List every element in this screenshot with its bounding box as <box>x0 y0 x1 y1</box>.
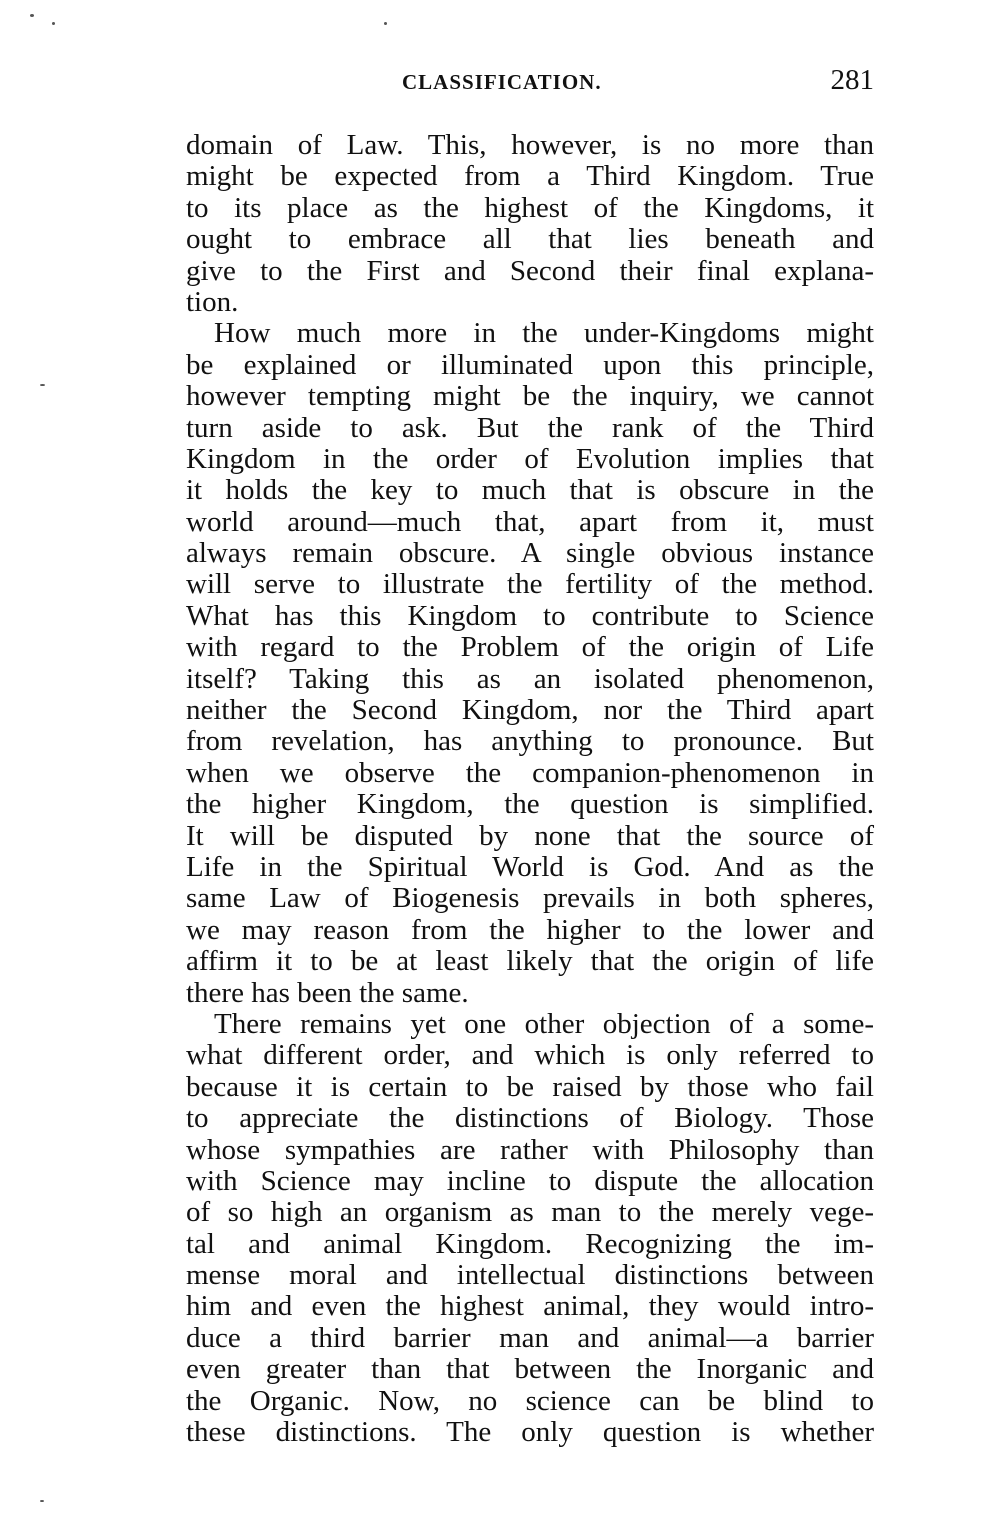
text-line: even greater than that between the Inorganic and <box>186 1353 874 1386</box>
scan-speck <box>52 22 55 25</box>
text-line: mense moral and intellectual distinctions between <box>186 1259 874 1292</box>
text-line: might be expected from a Third Kingdom. True <box>186 160 874 193</box>
text-line: will serve to illustrate the fertility of the method. <box>186 568 874 601</box>
text-line: whose sympathies are rather with Philosophy than <box>186 1133 874 1166</box>
text-line: same Law of Biogenesis prevails in both spheres, <box>186 882 874 915</box>
paragraph-1 <box>186 130 874 318</box>
text-line: when we observe the companion-phenomenon in <box>186 756 874 789</box>
text-line: duce a third barrier man and animal—a barrier <box>186 1321 874 1354</box>
text-line: because it is certain to be raised by those who fail <box>186 1070 874 1103</box>
text-line: him and even the highest animal, they would intro- <box>186 1290 874 1323</box>
text-line: however tempting might be the inquiry, we cannot <box>186 380 874 413</box>
scan-speck <box>40 384 45 386</box>
text-line: give to the First and Second their final explana- <box>186 254 874 287</box>
running-head: CLASSIFICATION. <box>402 70 602 94</box>
text-line: to its place as the highest of the Kingdoms, it <box>186 191 874 224</box>
text-line: affirm it to be at least likely that the origin of life <box>186 945 874 978</box>
text-line: tal and animal Kingdom. Recognizing the im- <box>186 1227 874 1260</box>
text-line: the higher Kingdom, the question is simplified. <box>186 788 874 821</box>
text-line: it holds the key to much that is obscure in the <box>186 474 874 507</box>
paragraph-2 <box>186 318 874 1009</box>
text-line: world around—much that, apart from it, must <box>186 505 874 538</box>
text-line: with Science may incline to dispute the allocation <box>186 1164 874 1197</box>
text-line: There remains yet one other objection of a some- <box>214 1007 874 1040</box>
text-line: It will be disputed by none that the source of <box>186 819 874 852</box>
text-line: be explained or illuminated upon this principle, <box>186 348 874 381</box>
text-line: with regard to the Problem of the origin of Life <box>186 631 874 664</box>
text-line: domain of Law. This, however, is no more than <box>186 129 874 161</box>
page-number: 281 <box>830 64 874 96</box>
text-line: we may reason from the higher to the lower and <box>186 913 874 946</box>
text-line: there has been the same. <box>186 976 469 1009</box>
text-line: tion. <box>186 285 239 318</box>
text-line: ought to embrace all that lies beneath and <box>186 223 874 256</box>
text-line: Kingdom in the order of Evolution implies that <box>186 442 874 475</box>
text-line: the Organic. Now, no science can be blind to <box>186 1384 874 1417</box>
page-body <box>186 130 874 1448</box>
paragraph-3 <box>186 1009 874 1448</box>
text-line: of so high an organism as man to the merely vege- <box>186 1196 874 1229</box>
text-line: neither the Second Kingdom, nor the Third apart <box>186 694 874 727</box>
scan-speck <box>40 1500 44 1502</box>
text-line: What has this Kingdom to contribute to Science <box>186 599 874 632</box>
scan-speck <box>30 14 34 17</box>
text-line: always remain obscure. A single obvious instance <box>186 537 874 570</box>
scan-speck <box>384 22 387 25</box>
page-header <box>186 64 874 100</box>
text-line: How much more in the under-Kingdoms might <box>214 317 874 350</box>
text-line: to appreciate the distinctions of Biology. Those <box>186 1102 874 1135</box>
text-line: from revelation, has anything to pronounce. But <box>186 725 874 758</box>
text-line: turn aside to ask. But the rank of the Third <box>186 411 874 444</box>
text-line: itself? Taking this as an isolated phenomenon, <box>186 662 874 695</box>
text-line: what different order, and which is only referred to <box>186 1039 874 1072</box>
text-line: these distinctions. The only question is whether <box>186 1416 874 1449</box>
text-line: Life in the Spiritual World is God. And as the <box>186 850 874 883</box>
